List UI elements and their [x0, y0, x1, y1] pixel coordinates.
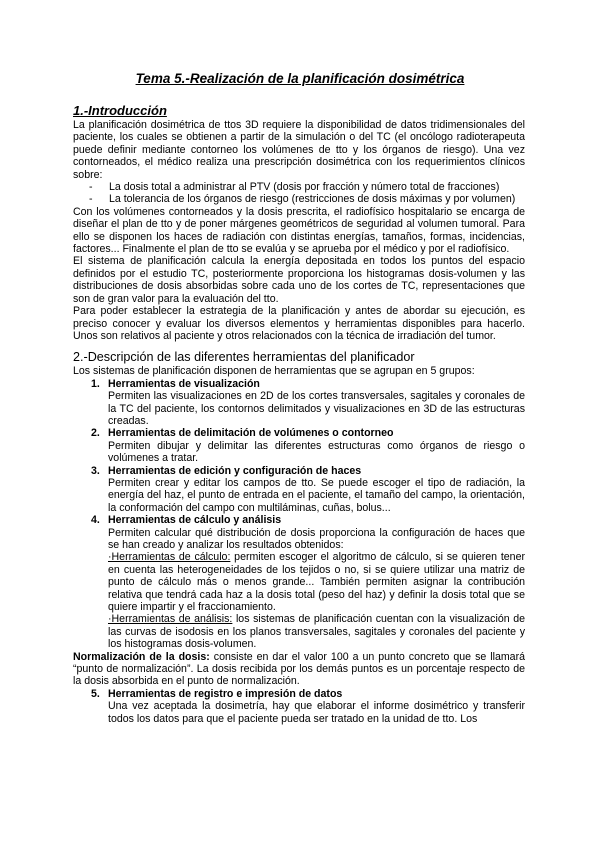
section-1-heading: 1.-Introducción: [73, 103, 167, 118]
dash-marker: -: [89, 181, 93, 194]
requirements-list: [73, 181, 525, 206]
tool-item: [73, 465, 525, 515]
list-item-text: La dosis total a administrar al PTV (dosis por fracción y número total de fracciones): [109, 181, 500, 194]
tool-item: [73, 378, 525, 428]
calc-tools-label: ·Herramientas de cálculo:: [108, 551, 231, 564]
tool-item: [73, 514, 525, 650]
tool-title: Herramientas de registro e impresión de datos: [108, 687, 343, 700]
tool-number: 5.: [91, 687, 100, 700]
tool-item: [73, 688, 525, 725]
tool-number: 3.: [91, 464, 100, 477]
intro-paragraph-3: El sistema de planificación calcula la energía depositada en todos los puntos del espacio definidos por el estudio TC, posteriormente proporciona los histogramas dosis-volumen y las distribuciones de dosis absorbidas sobre cada uno de los cortes de TC, representaciones que son de gran valor para la evaluación del tto.: [73, 255, 525, 305]
tool-number: 4.: [91, 514, 100, 527]
normalization-text: consiste en dar el valor 100 a un punto concreto que se llamará “punto de normalización”. La dosis recibida por los demás puntos es un porcentaje respecto de la dosis absorbida en el punto de normalización.: [73, 650, 525, 688]
tool-description: Permiten dibujar y delimitar las diferentes estructuras como órganos de riesgo o volúmenes a tratar.: [108, 439, 525, 465]
normalization-label: Normalización de la dosis:: [73, 650, 210, 663]
page-title: Tema 5.-Realización de la planificación dosimétrica: [135, 71, 465, 86]
tools-list: [73, 378, 525, 651]
tool-item: [73, 427, 525, 464]
dash-marker: -: [89, 193, 93, 206]
tool-title: Herramientas de cálculo y análisis: [108, 514, 282, 527]
tool-description: Una vez aceptada la dosimetría, hay que elaborar el informe dosimétrico y transferir todos los datos para que el paciente pueda ser tratado en la unidad de tto. Los: [108, 700, 525, 725]
intro-paragraph-2: Con los volúmenes contorneados y la dosis prescrita, el radiofísico hospitalario se encarga de diseñar el plan de tto y de poner márgenes geométricos de seguridad al volumen tumoral. Para ello se disponen los haces de radiación con distintas energías, tamaños, formas, incidencias, factores... Finalmente el plan de tto se evalúa y se aprueba por el médico y por el radiofísico.: [73, 205, 525, 256]
calc-tools-text: permiten escoger el algoritmo de cálculo, si se quieren tener en cuenta las heterogeneidades de los tejidos o no, si se quiere utilizar una matriz de punto de cálculo más o menos grande... También permiten asignar la contribución relativa que tendrá cada haz a la dosis total (peso del haz) y definir la dosis total que se quiere impartir y el fraccionamiento.: [108, 551, 525, 614]
document-body: [73, 103, 525, 725]
tool-description: Permiten calcular qué distribución de dosis proporciona la configuración de haces que se han creado y analizar los resultados obtenidos:: [108, 526, 525, 551]
tool-number: 2.: [91, 427, 100, 440]
section-2-intro: Los sistemas de planificación disponen de herramientas que se agrupan en 5 grupos:: [73, 365, 475, 378]
analysis-tools-label: ·Herramientas de análisis:: [108, 613, 233, 626]
tool-title: Herramientas de edición y configuración de haces: [108, 464, 362, 477]
tool-description: Permiten crear y editar los campos de tto. Se puede escoger el tipo de radiación, la energía del haz, el punto de entrada en el paciente, el tamaño del campo, la orientación, la conformación del campo con multiláminas, cuñas, bolus...: [108, 476, 525, 514]
list-item: [73, 193, 525, 205]
tool-number: 1.: [91, 377, 100, 390]
calc-tools-paragraph: [108, 551, 525, 613]
section-2-heading: 2.-Descripción de las diferentes herramientas del planificador: [73, 350, 415, 365]
analysis-tools-text: los sistemas de planificación cuentan con la visualización de las curvas de isodosis en los planos transversales, sagitales y coronales del paciente y los histogramas dosis-volumen.: [108, 613, 525, 651]
tool-title: Herramientas de visualización: [108, 377, 260, 390]
tool-description: Permiten las visualizaciones en 2D de los cortes transversales, sagitales y coronales de la TC del paciente, los contornos delimitados y visualizaciones en 3D de las estructuras creadas.: [108, 390, 525, 427]
intro-paragraph-4: Para poder establecer la estrategia de la planificación y antes de abordar su ejecución, es preciso conocer y evaluar los diversos elementos y herramientas disponibles para hacerlo. Unos son relativos al paciente y otros relacionados con la técnica de irradiación del tumor.: [73, 305, 525, 342]
intro-paragraph-1: La planificación dosimétrica de ttos 3D requiere la disponibilidad de datos tridimensionales del paciente, los cuales se obtienen a partir de la simulación o del TC (el oncólogo radioterapeuta puede definir mediante contorneo los volúmenes de tto y los órganos de riesgo). Una vez contorneados, el médico realiza una prescripción dosimétrica con los requerimientos clínicos sobre:: [73, 119, 525, 181]
tools-list-continued: [73, 688, 525, 725]
list-item: [73, 181, 525, 193]
tool-title: Herramientas de delimitación de volúmenes o contorneo: [108, 427, 394, 440]
analysis-tools-paragraph: [108, 613, 525, 650]
list-item-text: La tolerancia de los órganos de riesgo (restricciones de dosis máximas y por volumen): [109, 193, 516, 206]
normalization-paragraph: [73, 651, 525, 688]
